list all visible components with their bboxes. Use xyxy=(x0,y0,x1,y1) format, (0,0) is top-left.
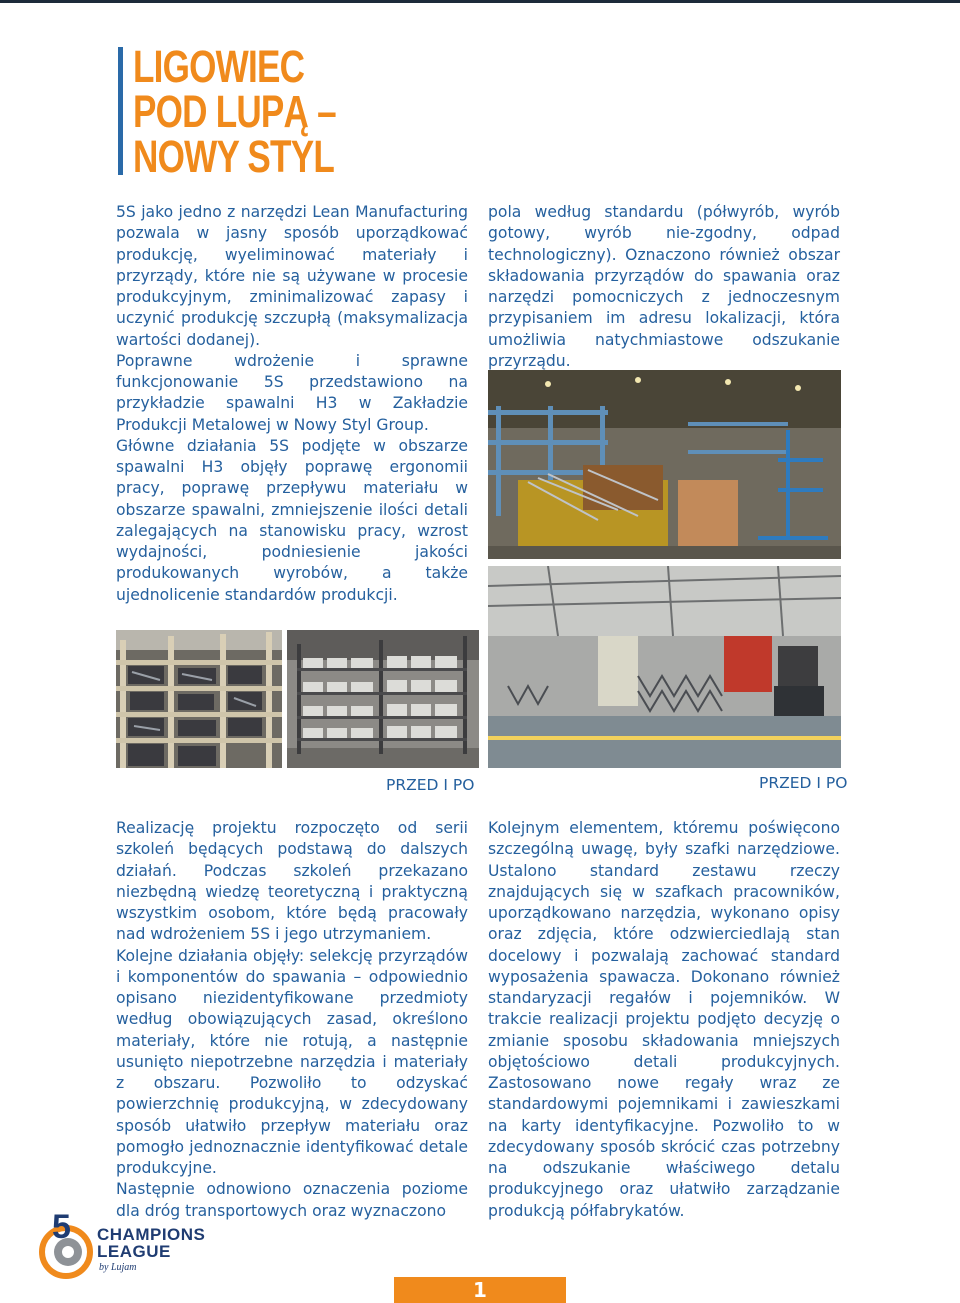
photo-caption-left: PRZED I PO xyxy=(386,776,475,794)
title-accent-bar xyxy=(118,47,123,175)
paragraph: pola według standardu (półwyrób, wyrób gotowy, wyrób nie-zgodny, odpad technologiczny). Oznaczono również obszar składowania przyrządów do spawania oraz narzędzi pomocniczych z jednoczesnym przypisaniem im adresu lokalizacji, która umożliwia natychmiastowe odszukanie przyrządu. xyxy=(488,203,840,370)
title-line-2: POD LUPĄ – xyxy=(133,86,336,137)
text-column-right-bottom xyxy=(488,818,840,1222)
text-column-left-top xyxy=(116,202,468,606)
text-column-left-bottom xyxy=(116,818,468,1222)
photo-after-welding-hall xyxy=(488,566,841,768)
paragraph: Kolejne działania objęły: selekcję przyrządów i komponentów do spawania – odpowiednio opisano niezidentyfikowane przedmioty według obowiązujących zasad, określono materiały, które nie rotują, a następnie usunięto niepotrzebne narzędzia i materiały z obszaru. Pozwoliło to odzyskać powierzchnię produkcyjną, w zdecydowany sposób ułatwiło przepływ materiału oraz pomogło jednoznacznie identyfikować detale produkcyjne. xyxy=(116,946,468,1177)
paragraph: 5S jako jedno z narzędzi Lean Manufacturing pozwala w jasny sposób uporządkować produkcję, wyeliminować materiały i przyrządy, które nie są używane w procesie produkcyjnym, zminimalizować zapasy i uczynić produkcję szczupłą (maksymalizacja wartości dodanej). xyxy=(116,203,468,349)
photo-before-shelves xyxy=(116,630,282,768)
paragraph: Główne działania 5S podjęte w obszarze spawalni H3 objęły poprawę ergonomii pracy, poprawę przepływu materiału w obszarze spawalni, zmniejszenie ilości detali zalegających na stanowisku pracy, wzrost wydajności, podniesienie jakości produkowanych wyrobów, a także ujednolicenie standardów produkcji. xyxy=(116,436,468,604)
paragraph: Następnie odnowiono oznaczenia poziome dla dróg transportowych oraz wyznaczono xyxy=(116,1180,468,1220)
logo-line-1: CHAMPIONS xyxy=(97,1225,206,1244)
logo-byline: by Lujam xyxy=(99,1262,137,1273)
photo-after-shelves xyxy=(287,630,479,768)
logo-emblem-icon xyxy=(22,1208,102,1288)
title-line-3: NOWY STYL xyxy=(133,131,334,182)
logo-line-2: LEAGUE xyxy=(97,1242,171,1261)
paragraph: Kolejnym elementem, któremu poświęcono szczególną uwagę, były szafki narzędziowe. Ustalono standard zestawu rzeczy znajdujących się w szafkach pracowników, uporządkowano narzędzia, wykonano opisy oraz zdjęcia, które odzwierciedlają stan docelowy i pozwalają zachować standard wyposażenia spawacza. Dokonano również standaryzacji regałów i pojemników. W trakcie realizacji projektu podjęto decyzję o zmianie sposobu składowania mniejszych objętościowo detali produkcyjnych. Zastosowano nowe regały wraz ze standardowymi pojemnikami i zawieszkami na karty identyfikacyjne. Pozwoliło to w zdecydowany sposób skrócić czas potrzebny na odszukanie właściwego detalu produkcyjnego oraz ułatwiło zarządzanie produkcją półfabrykatów. xyxy=(488,819,840,1220)
logo-wordmark xyxy=(97,1226,205,1260)
page-number: 1 xyxy=(394,1277,566,1303)
photo-caption-right: PRZED I PO xyxy=(759,774,848,792)
paragraph: Realizację projektu rozpoczęto od serii szkoleń będących podstawą do dalszych działań. Podczas szkoleń przekazano niezbędną wiedzę teoretyczną i praktyczną wszystkim osobom, które będą pracowały nad wdrożeniem 5S i jego utrzymaniem. xyxy=(116,819,468,944)
text-column-right-top xyxy=(488,202,840,372)
photo-before-welding-hall xyxy=(488,370,841,559)
title-line-1: LIGOWIEC xyxy=(133,41,305,92)
page-title xyxy=(133,41,336,182)
logo-digit: 5 xyxy=(52,1208,71,1246)
paragraph: Poprawne wdrożenie i sprawne funkcjonowanie 5S przedstawiono na przykładzie spawalni H3 w Zakładzie Produkcji Metalowej w Nowy Styl Group. xyxy=(116,351,468,434)
top-border xyxy=(0,0,960,3)
